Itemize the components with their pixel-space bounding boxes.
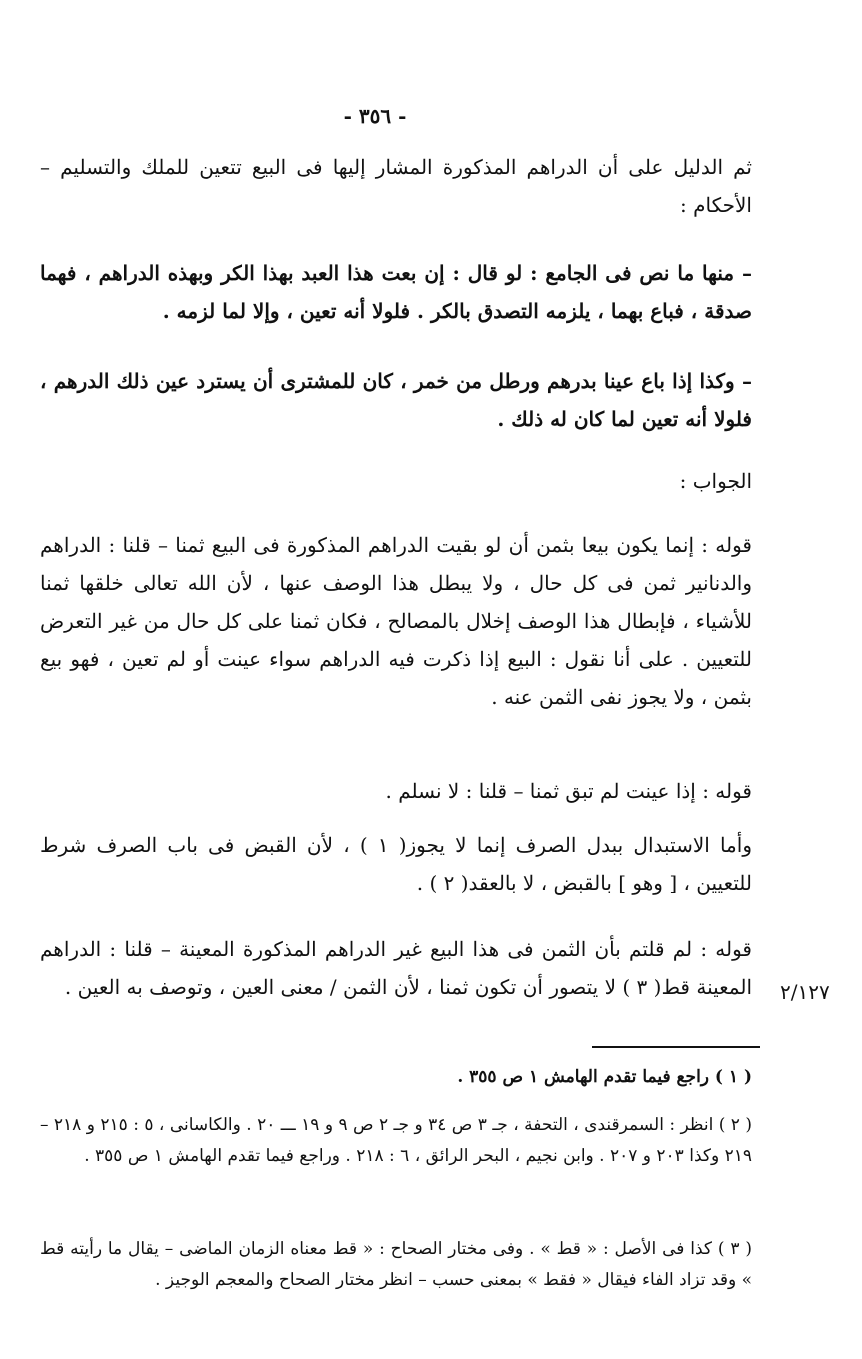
margin-folio-reference: ٢/١٢٧: [780, 980, 830, 1004]
footnote-divider: [592, 1046, 760, 1048]
body-text-block-wine: [40, 362, 752, 438]
body-text-block-specified: [40, 772, 752, 810]
footnote-2: ( ٢ ) انظر : السمرقندى ، التحفة ، جـ ٣ ص ٣٤ و جـ ٢ ص ٩ و ١٩ ـــ ٢٠ . والكاسانى ، ٥ : ٢١٥ و ٢١٨ – ٢١٩ وكذا ٢٠٣ و ٢٠٧ . وابن نجيم ، البحر الرائق ، ٦ : ٢١٨ . وراجع فيما تقدم الهامش ١ ص ٣٥٥ .: [40, 1115, 752, 1166]
page-number: - ٣٥٦ -: [343, 104, 407, 128]
paragraph-exchange: وأما الاستبدال ببدل الصرف إنما لا يجوز( ١ ) ، لأن القبض فى باب الصرف شرط للتعيين ، [ وهو ] بالقبض ، لا بالعقد( ٢ ) .: [40, 833, 752, 895]
body-text-block-jami: [40, 254, 752, 330]
body-text-block-answer: [40, 462, 752, 500]
paragraph-jami-case: – منها ما نص فى الجامع : لو قال : إن بعت هذا العبد بهذا الكر وبهذه الدراهم ، فهما صدقة ، فباع بهما ، يلزمه التصدق بالكر . فلولا أنه تعين ، وإلا لما لزمه .: [40, 261, 752, 323]
footnote-3: ( ٣ ) كذا فى الأصل : « قط » . وفى مختار الصحاح : « قط معناه الزمان الماضى – يقال ما رأيته قط » وقد تزاد الفاء فيقال « فقط » بمعنى حسب – انظر مختار الصحاح والمعجم الوجيز .: [40, 1239, 752, 1290]
body-text-block-last: [40, 930, 752, 1006]
body-text-block-exchange: [40, 826, 752, 902]
body-text-block-intro: [40, 148, 752, 224]
paragraph-specified: قوله : إذا عينت لم تبق ثمنا – قلنا : لا نسلم .: [385, 779, 752, 803]
paragraph-answer-heading: الجواب :: [679, 469, 752, 493]
paragraph-price-argument: قوله : إنما يكون بيعا بثمن أن لو بقيت الدراهم المذكورة فى البيع ثمنا – قلنا : الدراهم والدنانير ثمن فى كل حال ، ولا يبطل هذا الوصف عنها ، لأن الله تعالى خلقها ثمنا للأشياء ، فإبطال هذا الوصف إخلال بالمصالح ، فكان ثمنا على كل حال من غير التعرض للتعيين . على أنا نقول : البيع إذا ذكرت فيه الدراهم سواء عينت أو لم تعين ، فهو بيع بثمن ، ولا يجوز نفى الثمن عنه .: [40, 533, 752, 709]
footnote-1: ( ١ ) راجع فيما تقدم الهامش ١ ص ٣٥٥ .: [457, 1067, 752, 1087]
paragraph-intro: ثم الدليل على أن الدراهم المذكورة المشار إليها فى البيع تتعين للملك والتسليم – الأحكام :: [40, 155, 752, 217]
body-text-block-price: [40, 526, 752, 716]
paragraph-last: قوله : لم قلتم بأن الثمن فى هذا البيع غير الدراهم المذكورة المعينة – قلنا : الدراهم المعينة قط( ٣ ) لا يتصور أن تكون ثمنا ، لأن الثمن / معنى العين ، وتوصف به العين .: [40, 937, 752, 999]
paragraph-wine-case: – وكذا إذا باع عينا بدرهم ورطل من خمر ، كان للمشترى أن يسترد عين ذلك الدرهم ، فلولا أنه تعين لما كان له ذلك .: [40, 369, 752, 431]
